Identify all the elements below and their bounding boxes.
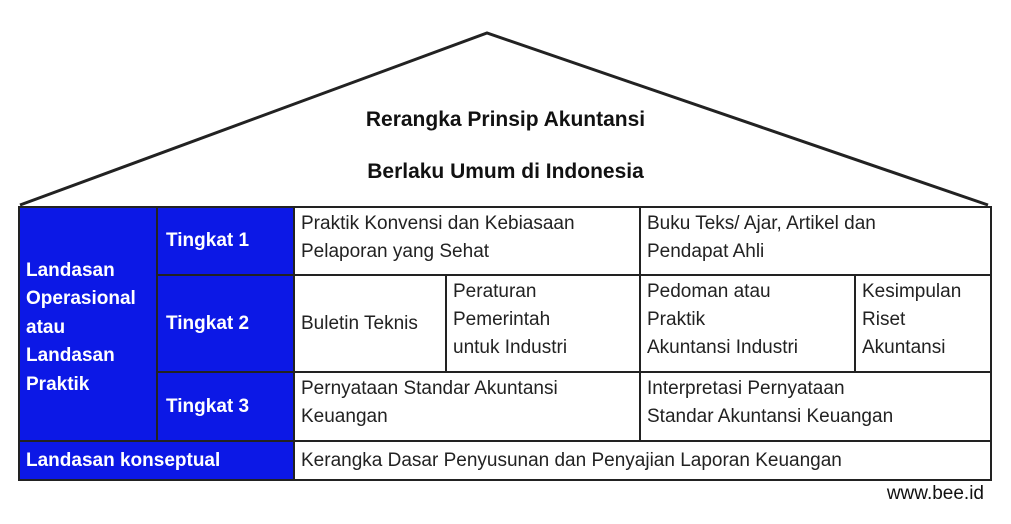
tingkat-3-label xyxy=(156,371,295,442)
row2-cell-peraturan-pemerintah: Peraturan Pemerintah untuk Industri xyxy=(445,274,641,373)
roof-title-line1: Rerangka Prinsip Akuntansi xyxy=(365,108,646,131)
row3-cell-psak: Pernyataan Standar Akuntansi Keuangan xyxy=(293,371,641,442)
row3-cell-interpretasi: Interpretasi Pernyataan Standar Akuntansi Keuangan xyxy=(639,371,992,442)
tingkat-1-label xyxy=(156,206,295,276)
landasan-operasional-text: Landasan Operasional atau Landasan Praktik xyxy=(26,259,136,395)
landasan-konseptual-label xyxy=(18,440,295,481)
row4-cell-kerangka-dasar xyxy=(293,440,992,481)
row2-cell-pedoman-praktik: Pedoman atau Praktik Akuntansi Industri xyxy=(639,274,856,373)
tingkat-3-text: Tingkat 3 xyxy=(166,395,250,417)
landasan-konseptual-text: Landasan konseptual xyxy=(26,449,221,471)
tingkat-2-text: Tingkat 2 xyxy=(166,312,250,334)
row2-buletin-text: Buletin Teknis xyxy=(301,312,418,334)
source-watermark: www.bee.id xyxy=(886,483,984,504)
row1-cell-buku-teks: Buku Teks/ Ajar, Artikel dan Pendapat Ahli xyxy=(639,206,992,276)
tingkat-2-label xyxy=(156,274,295,373)
row2-cell-buletin-teknis xyxy=(293,274,447,373)
row2-cell-kesimpulan-riset: Kesimpulan Riset Akuntansi xyxy=(854,274,992,373)
row4-kerangka-text: Kerangka Dasar Penyusunan dan Penyajian Laporan Keuangan xyxy=(301,449,842,471)
landasan-operasional-label xyxy=(18,206,158,442)
tingkat-1-text: Tingkat 1 xyxy=(166,230,250,251)
roof-title-line2: Berlaku Umum di Indonesia xyxy=(367,160,644,183)
row1-cell-praktik-konvensi: Praktik Konvensi dan Kebiasaan Pelaporan yang Sehat xyxy=(293,206,641,276)
